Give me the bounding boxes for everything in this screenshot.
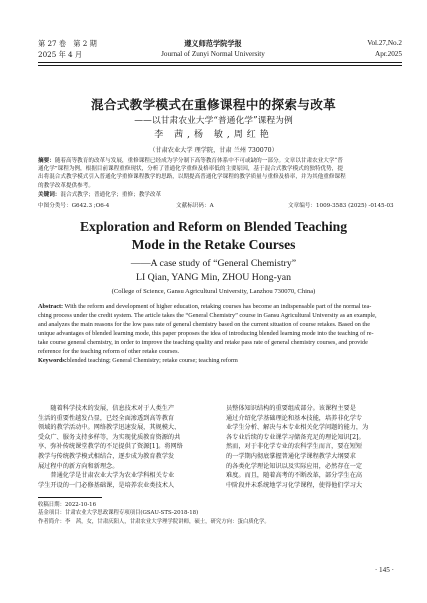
body-line: 普通化学是甘肃农业大学为农业学科相关专业 xyxy=(50,472,175,480)
en-abstract-label: Abstract: xyxy=(38,303,64,310)
en-affiliation: (College of Science, Gansu Agricultural University, Lanzhou 730070, China) xyxy=(111,288,316,295)
body-line: 学生开设的一门必修基础课，是培养农业类技术人 xyxy=(38,481,175,489)
en-abstract-line: With the reform and development of higher education, retaking courses has become an indispensable part of the normal tea- xyxy=(64,303,372,310)
body-line: 中阶段并未系统地学习化学课程，使得他们学习大 xyxy=(226,481,363,489)
body-line: 享、弥补传统课堂教学的不足提供了资源[1]。将网络 xyxy=(38,443,183,451)
body-line: 通过介绍化学基础理论和基本技能，培养非化学专 xyxy=(226,414,363,422)
header-rule xyxy=(38,62,402,63)
header-volume: 第 27 卷 第 2 期 xyxy=(38,39,97,48)
body-line: 生活的重要性越发凸显，已经全面渗透到高等教育 xyxy=(38,414,175,422)
footnote-author-bio: 作者简介：李 茜，女，甘肃庆阳人，甘肃农业大学理学院讲师，硕士，研究方向：蛋白质化学。 xyxy=(38,518,270,525)
footnote xyxy=(38,501,270,526)
body-line: 的各类化学理论知识以及实际应用，必然存在一定 xyxy=(226,462,363,470)
body-line: 然而，对于非化学专业的农科学生而言，要在短短 xyxy=(226,443,363,451)
en-title-line-1: Exploration and Reform on Blended Teaching xyxy=(79,219,347,234)
cn-abstract-label: 摘要： xyxy=(38,158,55,164)
body-line: 的一学期内彻底掌握普通化学课程教学大纲要求 xyxy=(226,452,356,460)
cn-keywords-text: 混合式教学；普通化学；重修；教学改革 xyxy=(60,192,162,198)
en-keywords-label: Keywords: xyxy=(38,357,67,364)
en-abstract-line: ching process under the credit system. The article takes the “General Chemistry” course in Gansu Agricultural University as an example, xyxy=(38,312,377,319)
en-subtitle: ——A case study of “General Chemistry” xyxy=(130,258,297,269)
header-journal-cn: 遵义师范学院学报 xyxy=(184,39,242,48)
cn-title: 混合式教学模式在重修课程中的探索与改革 xyxy=(91,97,336,112)
header-date-cn: 2025 年 4 月 xyxy=(38,50,83,59)
cn-abstract-line: 出将混合式教学模式引入普通化学重修课程教学的思路，以期提高普通化学课程的教学质量与重修及格率，并为其他重修课程 xyxy=(38,174,346,181)
cn-keywords xyxy=(38,191,402,199)
header-rule-thin xyxy=(38,65,402,66)
cn-authors: 李 茜,杨 敏,周红艳 xyxy=(154,130,273,140)
en-abstract-line: unique advantages of blended learning mode, this paper proposes the idea of introducing blended learning mode into the teaching of re- xyxy=(38,330,374,337)
cn-abstract-line: 的教学改革提供参考。 xyxy=(38,182,94,189)
en-title-line-2: Mode in the Retake Courses xyxy=(131,237,296,252)
footnote-rule xyxy=(38,497,102,498)
header-volume-en: Vol.27,No.2 xyxy=(367,39,402,47)
cn-subtitle: ——以甘肃农业大学“普通化学”课程为例 xyxy=(134,116,293,126)
en-abstract xyxy=(38,302,402,365)
en-authors: LI Qian, YANG Min, ZHOU Hong-yan xyxy=(135,272,291,283)
en-abstract-line: take course general chemistry, in order to improve the teaching quality and retake pass rate of general chemistry courses, and provide xyxy=(38,339,368,346)
body-line: 员整体知识结构的重要组成部分。该课程主要是 xyxy=(226,405,356,412)
body-line: 难度。而且，随着高考的不断改革，部分学生在高 xyxy=(226,472,363,480)
body-line: 各专业后续的专业课学习储备充足的理论知识[2]。 xyxy=(226,433,365,441)
cn-affiliation: （甘肃农业大学 理学院，甘肃 兰州 730070） xyxy=(149,147,278,154)
cn-article-no: 文章编号：1009-3583 (2025) -0145-03 xyxy=(288,203,394,209)
header-journal-en: Journal of Zunyi Normal University xyxy=(161,50,265,58)
body-left-column xyxy=(38,404,214,490)
body-line: 随着科学技术的发展，信息技术对于人类生产 xyxy=(50,405,175,412)
en-abstract-line: reference for the teaching reform of other retake courses. xyxy=(38,348,180,355)
cn-abstract xyxy=(38,157,402,190)
body-line: 展过程中的新方向和新理念。 xyxy=(38,462,119,470)
cn-doc-code: 文献标识码：A xyxy=(176,203,214,209)
en-keywords-text: blended teaching; General Chemistry; retake course; teaching reform xyxy=(66,357,238,364)
cn-abstract-line: 随着高等教育的改革与发展，重修课程已经成为学分制下高等教育体系中不可或缺的一部分。文章以甘肃农业大学“普 xyxy=(54,158,343,164)
body-line: 受众广、服务支持多样等，为实现优质教育资源的共 xyxy=(38,433,181,441)
footnote-received: 收稿日期：2022-10-16 xyxy=(38,502,97,508)
header-date-en: Apr.2025 xyxy=(375,50,402,58)
body-right-column xyxy=(226,404,402,490)
footnote-fund: 基金项目：甘肃农业大学思政课程专项项目(GSAU-STS-2018-18) xyxy=(38,510,199,517)
en-abstract-line: and analyzes the main reasons for the low pass rate of general chemistry based on the current situation of course retakes. Based on the xyxy=(38,321,370,328)
body-line: 业学生分析、解决与本专业相关化学问题的能力，为 xyxy=(226,424,369,432)
body-line: 教学与传统教学模式相结合，逐步成为教育教学发 xyxy=(38,452,175,460)
page-number: · 145 · xyxy=(374,566,394,574)
body-line: 领域的教学活动中。网络教学迅速发展，其规模大、 xyxy=(38,424,181,432)
cn-abstract-line: 通化学”课程为例，根据目前课程重修现状，分析了普通化学重修及格率低的主要原因，基于混合式教学模式的独特优势，提 xyxy=(38,166,343,173)
cn-clc: 中图分类号：G642.3 ;O6-4 xyxy=(38,203,110,209)
cn-keywords-label: 关键词： xyxy=(38,192,61,198)
